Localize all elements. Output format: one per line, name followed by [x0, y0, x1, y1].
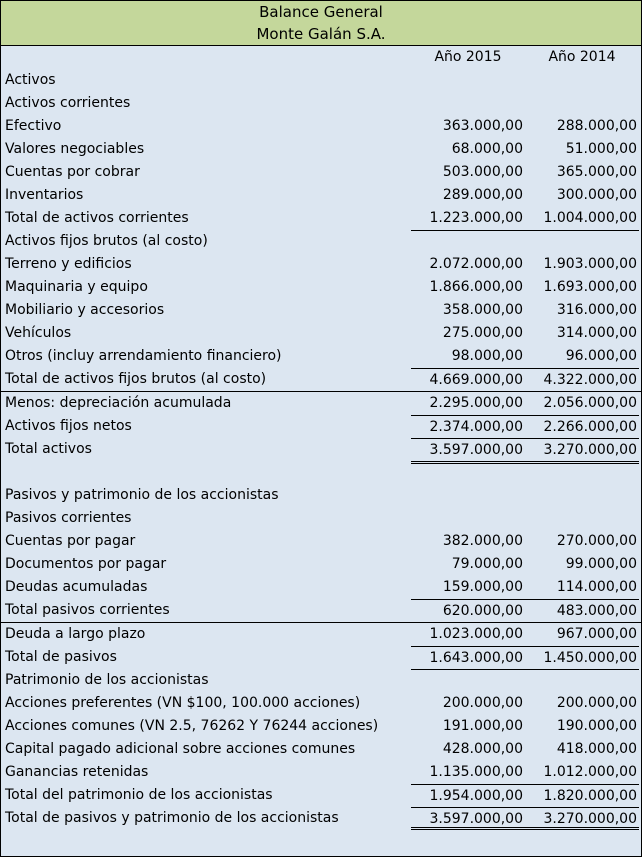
table-row [1, 345, 641, 368]
value-2014: 483.000,00 [525, 599, 639, 622]
total-row [1, 438, 641, 461]
total-row [1, 784, 641, 807]
value-2014: 4.322.000,00 [525, 368, 639, 391]
row-label: Otros (incluy arrendamiento financiero) [5, 348, 282, 364]
value-2015: 275.000,00 [442, 325, 523, 341]
value-2015: 1.135.000,00 [429, 764, 523, 780]
subsection-title [1, 92, 641, 115]
value-2014: 1.693.000,00 [543, 279, 637, 295]
table-row [1, 715, 641, 738]
table-row [1, 415, 641, 438]
section-title [1, 69, 641, 92]
row-label: Vehículos [5, 325, 72, 341]
value-2014: 288.000,00 [556, 118, 637, 134]
value-2014: 51.000,00 [565, 141, 637, 157]
value-2014: 1.012.000,00 [543, 764, 637, 780]
value-2014: 1.450.000,00 [525, 646, 639, 669]
sheet-title: Balance General [259, 3, 383, 21]
value-2015: 503.000,00 [442, 164, 523, 180]
value-2015: 1.954.000,00 [411, 784, 525, 807]
grand-total-row [1, 807, 641, 830]
table-row [1, 161, 641, 184]
subsection-title [1, 230, 641, 253]
table-row [1, 115, 641, 138]
value-2014: 365.000,00 [556, 164, 637, 180]
value-2014: 3.270.000,00 [525, 807, 639, 830]
row-label: Maquinaria y equipo [5, 279, 148, 295]
value-2014: 300.000,00 [556, 187, 637, 203]
value-2015: 2.072.000,00 [429, 256, 523, 272]
section-title [1, 484, 641, 507]
fixed-assets-title: Activos fijos brutos (al costo) [5, 233, 208, 249]
value-2014: 190.000,00 [556, 718, 637, 734]
row-label: Cuentas por cobrar [5, 164, 140, 180]
table-row [1, 299, 641, 322]
value-2014: 1.004.000,00 [543, 210, 637, 226]
table-row [1, 530, 641, 553]
row-label: Ganancias retenidas [5, 764, 149, 780]
value-2015: 620.000,00 [411, 599, 525, 622]
value-2014: 96.000,00 [565, 348, 637, 364]
value-2015: 200.000,00 [442, 695, 523, 711]
value-2015: 98.000,00 [451, 348, 523, 364]
value-2015: 191.000,00 [442, 718, 523, 734]
row-label: Deudas acumuladas [5, 579, 148, 595]
table-row [1, 276, 641, 299]
value-2014: 418.000,00 [556, 741, 637, 757]
value-2015: 2.374.000,00 [411, 415, 525, 438]
value-2015: 1.643.000,00 [411, 646, 525, 669]
value-2015: 3.597.000,00 [411, 807, 525, 830]
assets-title: Activos [5, 72, 56, 88]
current-liabilities-title: Pasivos corrientes [5, 510, 132, 526]
value-2015: 358.000,00 [442, 302, 523, 318]
table-row [1, 253, 641, 276]
row-label: Capital pagado adicional sobre acciones comunes [5, 741, 356, 757]
table-row [1, 553, 641, 576]
row-label: Cuentas por pagar [5, 533, 136, 549]
value-2015: 1.023.000,00 [429, 626, 523, 642]
total-row [1, 207, 641, 230]
subsection-title [1, 507, 641, 530]
value-2014: 314.000,00 [556, 325, 637, 341]
value-2014: 99.000,00 [565, 556, 637, 572]
row-label: Efectivo [5, 118, 62, 134]
total-row [1, 599, 641, 622]
value-2014: 270.000,00 [556, 533, 637, 549]
value-2015: 1.866.000,00 [429, 279, 523, 295]
column-header-2015: Año 2015 [434, 49, 502, 65]
value-2014: 3.270.000,00 [525, 438, 639, 461]
column-header-2014: Año 2014 [548, 49, 616, 65]
value-2015: 363.000,00 [442, 118, 523, 134]
value-2014: 2.266.000,00 [525, 415, 639, 438]
table-row [1, 576, 641, 599]
total-row [1, 646, 641, 669]
row-label: Acciones preferentes (VN $100, 100.000 acciones) [5, 695, 361, 711]
row-label: Menos: depreciación acumulada [5, 395, 232, 411]
total-row [1, 368, 641, 391]
value-2015: 4.669.000,00 [411, 368, 525, 391]
row-label: Acciones comunes (VN 2.5, 76262 Y 76244 acciones) [5, 718, 379, 734]
value-2015: 382.000,00 [442, 533, 523, 549]
value-2015: 289.000,00 [442, 187, 523, 203]
row-label: Documentos por pagar [5, 556, 167, 572]
value-2014: 1.903.000,00 [543, 256, 637, 272]
row-label: Total de activos fijos brutos (al costo) [5, 371, 267, 387]
table-row [1, 184, 641, 207]
table-row [1, 622, 641, 646]
table-row [1, 322, 641, 345]
value-2014: 316.000,00 [556, 302, 637, 318]
row-label: Total activos [5, 441, 92, 457]
row-label: Total del patrimonio de los accionistas [5, 787, 273, 803]
value-2015: 428.000,00 [442, 741, 523, 757]
table-row [1, 738, 641, 761]
value-2014: 200.000,00 [556, 695, 637, 711]
sheet-header [1, 1, 641, 46]
current-assets-title: Activos corrientes [5, 95, 131, 111]
equity-title: Patrimonio de los accionistas [5, 672, 209, 688]
value-2014: 1.820.000,00 [525, 784, 639, 807]
value-2015: 1.223.000,00 [429, 210, 523, 226]
table-row [1, 391, 641, 415]
value-2015: 68.000,00 [451, 141, 523, 157]
row-label: Total de pasivos y patrimonio de los accionistas [5, 810, 339, 826]
row-label: Mobiliario y accesorios [5, 302, 165, 318]
row-label: Activos fijos netos [5, 418, 132, 434]
row-label: Deuda a largo plazo [5, 626, 146, 642]
subsection-title [1, 669, 641, 692]
row-label: Total de pasivos [5, 649, 117, 665]
row-label: Total pasivos corrientes [5, 602, 170, 618]
liabilities-title: Pasivos y patrimonio de los accionistas [5, 487, 279, 503]
value-2015: 79.000,00 [451, 556, 523, 572]
company-name: Monte Galán S.A. [256, 25, 386, 43]
value-2014: 967.000,00 [556, 626, 637, 642]
spacer-row [1, 461, 641, 484]
value-2015: 2.295.000,00 [429, 395, 523, 411]
value-2014: 2.056.000,00 [543, 395, 637, 411]
value-2014: 114.000,00 [556, 579, 637, 595]
column-headers [1, 46, 641, 69]
row-label: Inventarios [5, 187, 84, 203]
row-label: Total de activos corrientes [5, 210, 189, 226]
table-row [1, 761, 641, 784]
row-label: Valores negociables [5, 141, 145, 157]
table-row [1, 138, 641, 161]
value-2015: 159.000,00 [442, 579, 523, 595]
value-2015: 3.597.000,00 [411, 438, 525, 461]
table-row [1, 692, 641, 715]
row-label: Terreno y edificios [5, 256, 132, 272]
